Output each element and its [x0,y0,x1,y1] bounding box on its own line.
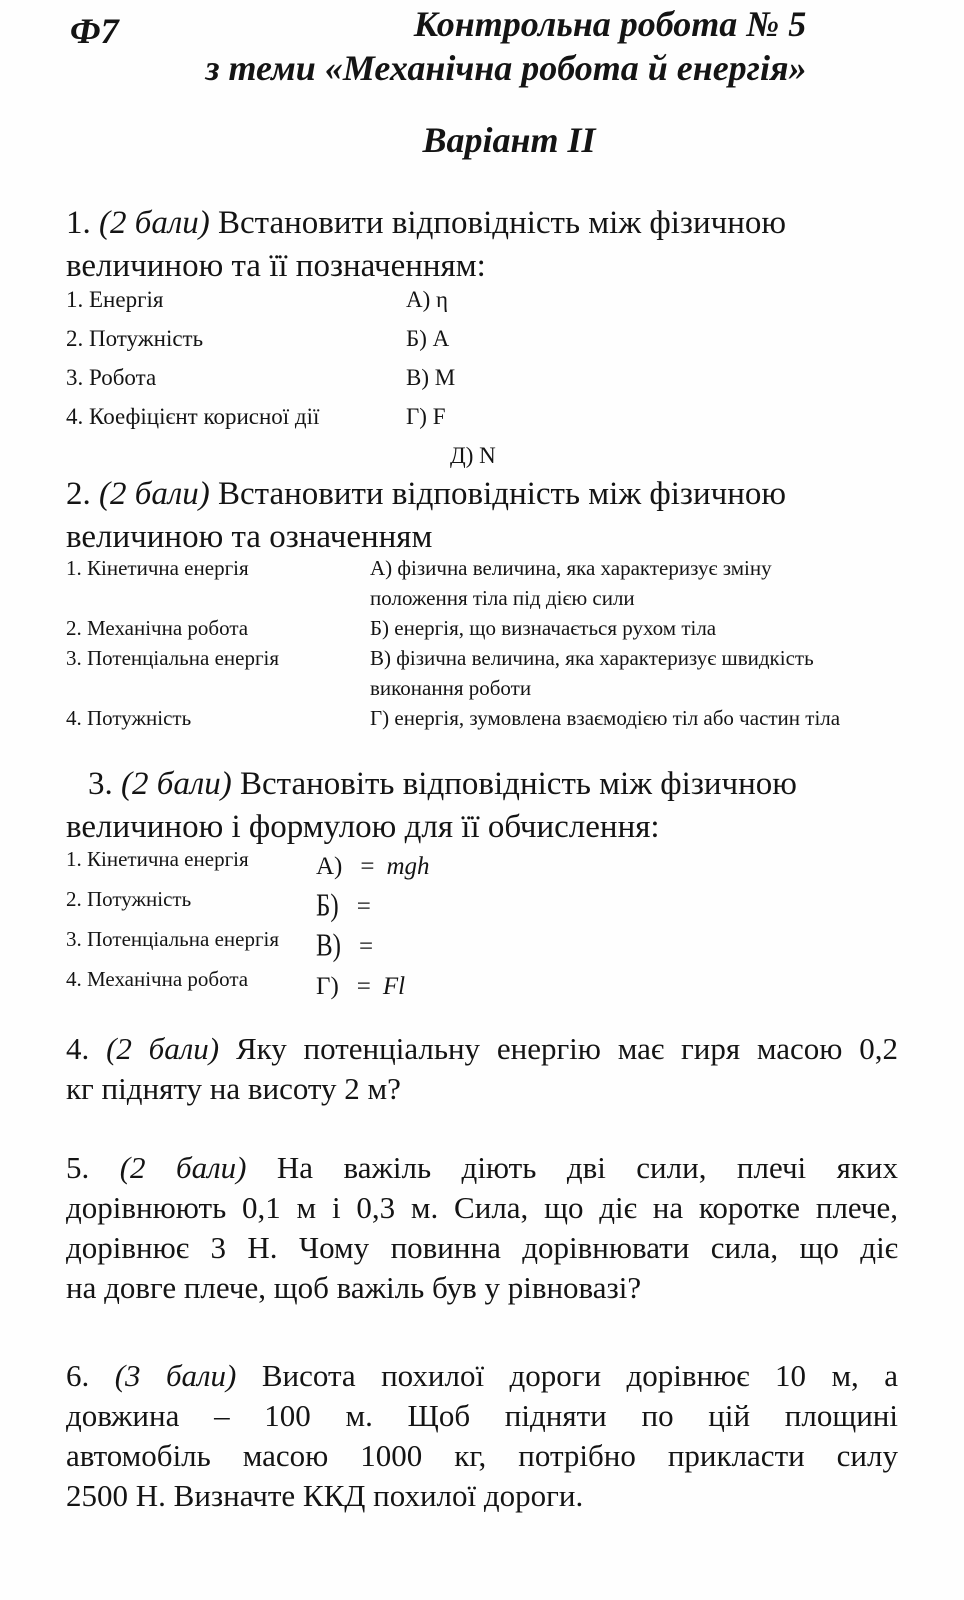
match-option: В) фізична величина, яка характеризує швидкість виконання роботи [370,646,814,700]
formula-variable: mgh [386,853,430,880]
match-term: 2. Механічна робота [66,616,249,640]
match-row [66,879,898,924]
question-points: (2 бали) [99,476,210,512]
match-formula [316,967,405,1006]
question-number: 6. [66,1358,90,1393]
question-6 [66,1356,898,1516]
match-row [66,358,898,397]
question-text-line: на довге плече, щоб важіль був у рівновазі? [66,1270,642,1305]
question-number: 1. [66,205,91,241]
match-row [66,959,898,999]
match-row [66,319,898,358]
match-formula [316,927,385,966]
question-1-heading [66,202,898,288]
question-points: (2 бали) [121,766,232,802]
form-code: Ф7 [70,11,119,51]
formula-equals: = [360,853,375,880]
match-term: 4. Потужність [66,706,192,730]
option-letter: Б) [316,888,339,924]
question-text-line: дорівнюють 0,1 м і 0,3 м. Сила, що діє на коротке плече, [66,1190,898,1225]
match-option: А) η [406,287,449,312]
match-option: Д) N [450,443,496,468]
page-title-line-2: з теми «Механічна робота й енергія» [205,48,807,88]
match-option: Г) F [406,404,446,429]
question-points: (2 бали) [106,1031,220,1066]
question-points: (2 бали) [99,205,210,241]
question-text-line: кг підняту на висоту 2 м? [66,1071,401,1106]
match-option: В) М [406,365,456,390]
matching-list [66,553,898,733]
question-number: 3. [88,766,113,802]
match-row [66,613,898,643]
question-text-line: величиною і формулою для її обчислення: [66,809,660,845]
matching-list [66,280,898,475]
match-row [66,703,898,733]
question-text-line: Встановіть відповідність між фізичною [239,766,797,802]
question-2-heading [66,473,898,559]
page-title-line-1: Контрольна робота № 5 [413,4,807,44]
question-text-line: Встановити відповідність між фізичною [217,205,787,241]
question-text-line: автомобіль масою 1000 кг, потрібно прикласти силу [66,1438,898,1473]
question-text: Яку потенціальну енергію має гиря масою 0,2 [235,1031,899,1066]
match-term: 2. Потужність [66,887,192,911]
question-number: 5. [66,1150,90,1185]
question-5 [66,1148,898,1308]
question-text: На важіль діють дві сили, плечі яких [276,1150,899,1185]
match-term: 4. Коефіцієнт корисної дії [66,404,320,429]
match-term: 2. Потужність [66,326,204,351]
match-term: 3. Потенціальна енергія [66,927,280,951]
formula-equals: = [356,973,371,1000]
question-text-line [66,1029,898,1069]
formula-equals: = [359,933,374,960]
question-text-line: дорівнює 3 Н. Чому повинна дорівнювати сила, що діє [66,1230,898,1265]
match-row [66,397,898,436]
match-term: 4. Механічна робота [66,967,249,991]
match-term: 3. Потенціальна енергія [66,646,280,670]
match-term: 1. Енергія [66,287,164,312]
option-letter: А) [316,853,343,880]
question-4 [66,1029,898,1109]
question-text-line: величиною та її позначенням: [66,248,486,284]
question-text-line: величиною та означенням [66,519,433,555]
match-row [66,643,898,703]
question-text-line [66,1356,898,1396]
question-number: 2. [66,476,91,512]
question-text-line: Встановити відповідність між фізичною [217,476,787,512]
match-row [66,919,898,964]
question-text-line: 2500 Н. Визначте ККД похилої дороги. [66,1478,584,1513]
question-3-heading [66,763,898,849]
question-1 [66,202,898,475]
matching-list [66,839,898,999]
document-header [66,2,898,162]
option-letter: В) [316,928,341,964]
match-option: Г) енергія, зумовлена взаємодією тіл або частин тіла [370,706,841,730]
question-heading-line [66,763,898,806]
match-term: 1. Кінетична енергія [66,556,249,580]
question-2 [66,473,898,733]
match-term: 1. Кінетична енергія [66,847,249,871]
formula-equals: = [356,893,371,920]
match-option: Б) енергія, що визначається рухом тіла [370,616,717,640]
option-letter: Г) [316,973,339,1000]
question-heading-line [66,473,898,516]
match-row [66,553,898,613]
variant-label: Варіант II [422,120,596,160]
question-points: (3 бали) [114,1358,237,1393]
question-heading-line [66,202,898,245]
match-term: 3. Робота [66,365,157,390]
match-row [66,436,898,475]
formula-variable: Fl [382,973,406,1000]
question-text: Висота похилої дороги дорівнює 10 м, а [261,1358,899,1393]
question-number: 4. [66,1031,90,1066]
match-option: Б) А [406,326,450,351]
question-text-line [66,1148,898,1188]
question-points: (2 бали) [119,1150,247,1185]
match-option: А) фізична величина, яка характеризує зміну положення тіла під дією сили [370,556,772,610]
question-text-line: довжина – 100 м. Щоб підняти по цій площині [66,1398,898,1433]
question-3 [66,763,898,999]
